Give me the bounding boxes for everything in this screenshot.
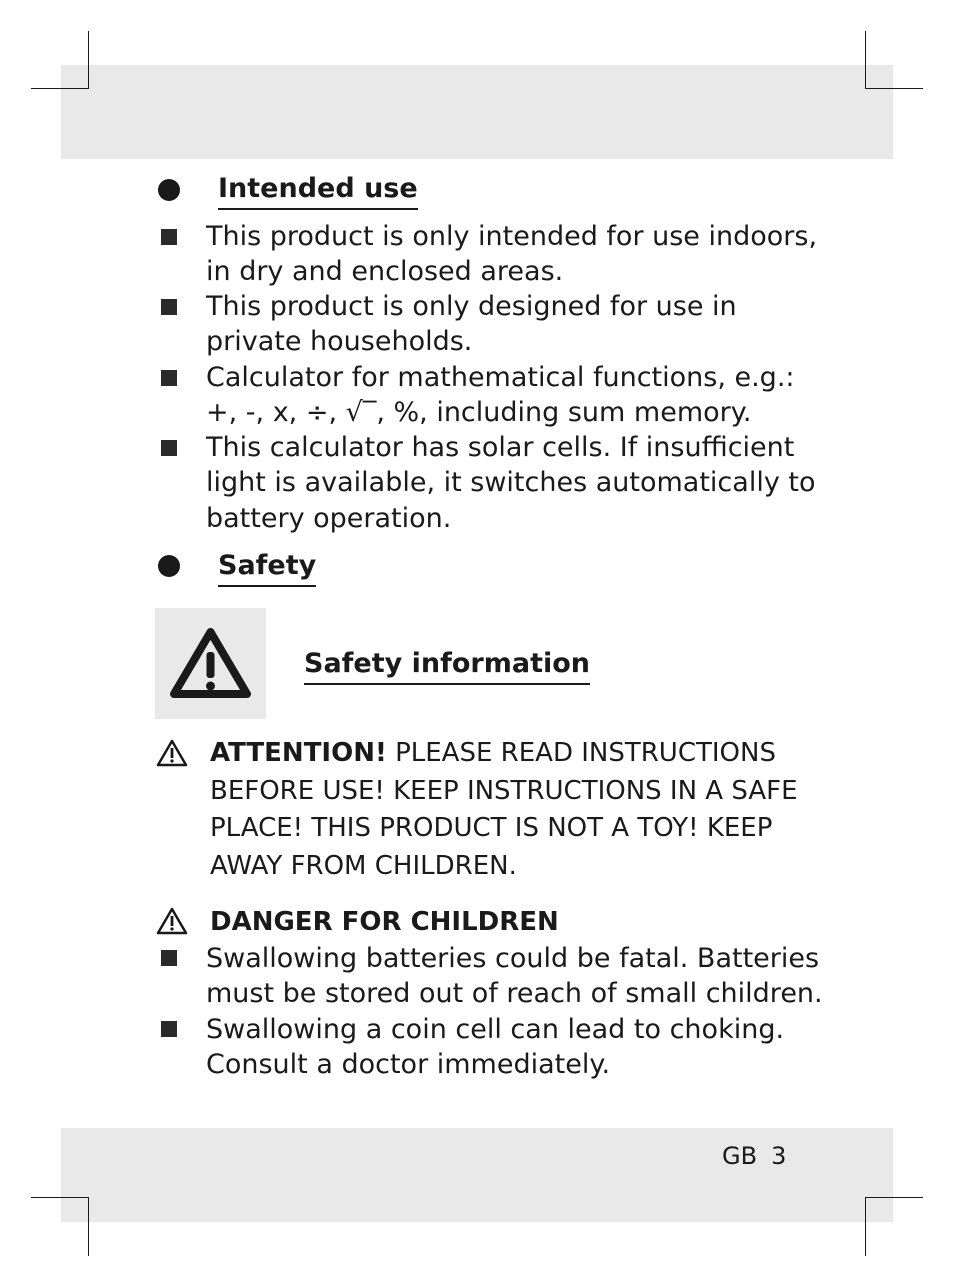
warning-panel	[155, 608, 266, 719]
list-item: Swallowing batteries could be fatal. Batteries must be stored out of reach of small children.	[206, 943, 823, 1010]
crop-mark	[31, 88, 89, 89]
square-bullet-icon	[161, 1021, 177, 1037]
crop-mark	[31, 1197, 89, 1198]
warning-triangle-icon	[155, 608, 266, 719]
warning-triangle-icon	[155, 906, 189, 936]
filled-circle-icon	[158, 179, 180, 201]
warning-triangle-icon	[155, 738, 189, 768]
list-item: Swallowing a coin cell can lead to choking. Consult a doctor immediately.	[206, 1014, 785, 1081]
language-code: GB	[722, 1142, 758, 1170]
square-bullet-icon	[161, 950, 177, 966]
crop-mark	[865, 1197, 923, 1198]
crop-mark	[88, 1198, 89, 1256]
page-index: 3	[771, 1142, 787, 1170]
square-bullet-icon	[161, 229, 177, 245]
page-number	[722, 1140, 786, 1172]
square-bullet-icon	[161, 370, 177, 386]
danger-heading: DANGER FOR CHILDREN	[210, 907, 559, 937]
attention-notice: ATTENTION! PLEASE READ INSTRUCTIONS BEFORE USE! KEEP INSTRUCTIONS IN A SAFE PLACE! THIS PRODUCT IS NOT A TOY! KEEP AWAY FROM CHILDREN.	[210, 738, 798, 881]
list-item: This product is only designed for use in private households.	[206, 291, 737, 358]
crop-mark	[865, 88, 923, 89]
square-bullet-icon	[161, 440, 177, 456]
crop-mark	[88, 31, 89, 89]
subheading-safety-information: Safety information	[304, 647, 590, 685]
header-band	[61, 65, 893, 159]
section-heading-safety: Safety	[218, 549, 316, 587]
list-item: This calculator has solar cells. If insufficient light is available, it switches automatically to battery operation.	[206, 432, 816, 534]
crop-mark	[865, 31, 866, 89]
list-item: This product is only intended for use indoors, in dry and enclosed areas.	[206, 221, 818, 288]
section-heading-intended-use: Intended use	[218, 172, 418, 210]
filled-circle-icon	[158, 555, 180, 577]
square-bullet-icon	[161, 299, 177, 315]
list-item: Calculator for mathematical functions, e.g.: +, -, x, ÷, √‾, %, including sum memory.	[206, 362, 795, 429]
crop-mark	[865, 1198, 866, 1256]
